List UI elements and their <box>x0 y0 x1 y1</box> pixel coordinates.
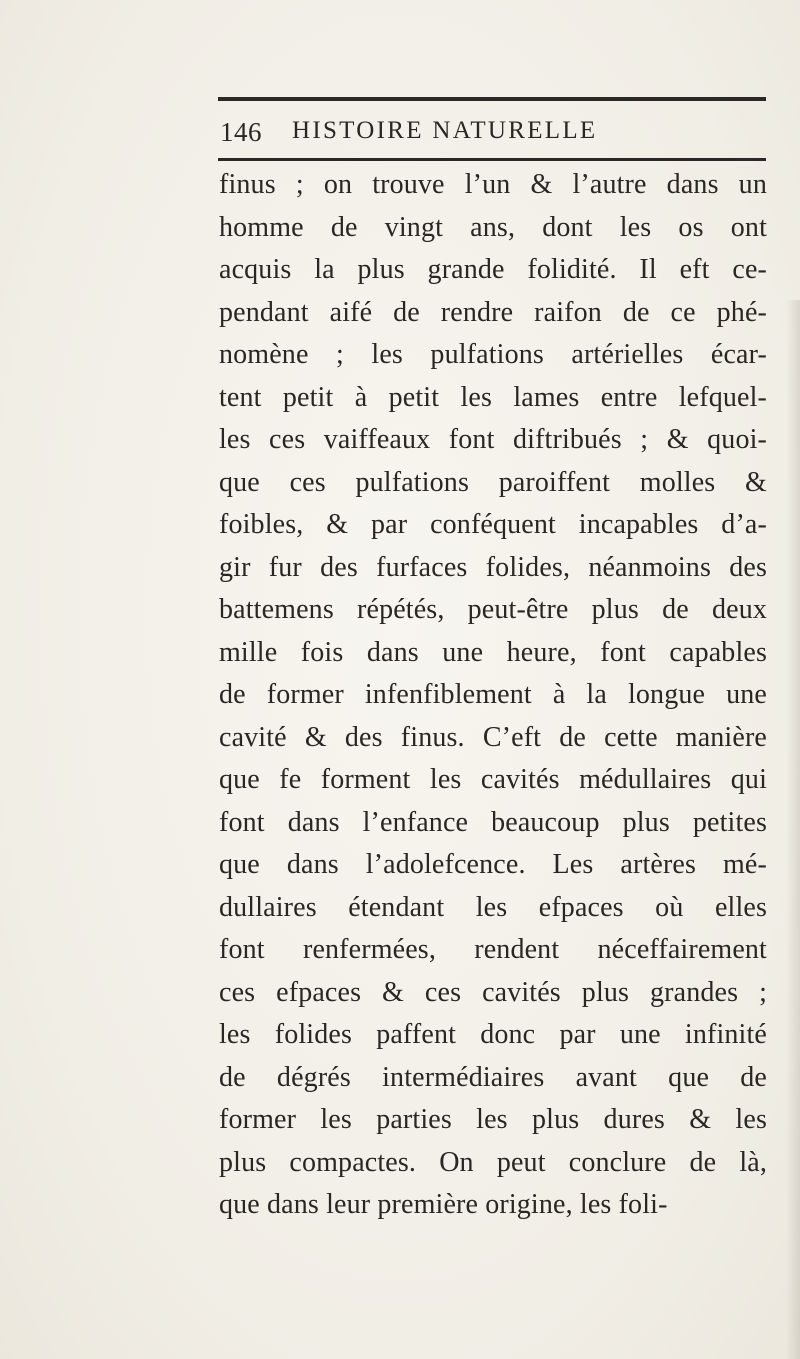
text-line: acquis la plus grande folidité. Il eft ce- <box>219 254 767 285</box>
body-text <box>219 164 767 1227</box>
text-line: que dans l’adolefcence. Les artères mé- <box>219 849 767 880</box>
text-line: pendant aifé de rendre raifon de ce phé- <box>219 296 767 328</box>
text-line: cavité & des finus. C’eft de cette manière <box>219 721 767 753</box>
page-edge-shadow <box>786 300 800 1359</box>
page-number: 146 <box>220 117 262 147</box>
text-line: plus compactes. On peut conclure de là, <box>219 1146 767 1178</box>
text-line: les folides paffent donc par une infinité <box>219 1019 767 1050</box>
text-line: gir fur des furfaces folides, néanmoins des <box>219 551 767 583</box>
text-line: former les parties les plus dures & les <box>219 1104 767 1135</box>
header-rule-bottom <box>218 158 766 161</box>
running-head: HISTOIRE NATURELLE <box>292 117 598 144</box>
text-line: font renfermées, rendent néceffairement <box>219 934 767 965</box>
text-line: ces efpaces & ces cavités plus grandes ; <box>219 976 767 1008</box>
text-line: les ces vaiffeaux font diftribués ; & quoi- <box>219 424 767 455</box>
text-line: battemens répétés, peut-être plus de deux <box>219 594 767 625</box>
text-line: dullaires étendant les efpaces où elles <box>219 891 767 923</box>
text-line: homme de vingt ans, dont les os ont <box>219 211 767 243</box>
text-line: foibles, & par conféquent incapables d’a- <box>219 509 767 540</box>
page-header <box>220 117 766 157</box>
text-line: que dans leur première origine, les foli- <box>219 1189 668 1220</box>
text-line: font dans l’enfance beaucoup plus petites <box>219 806 767 838</box>
text-line: finus ; on trouve l’un & l’autre dans un <box>219 169 767 200</box>
text-line: de dégrés intermédiaires avant que de <box>219 1061 767 1093</box>
text-line: que fe forment les cavités médullaires qui <box>219 764 767 795</box>
text-line: de former infenfiblement à la longue une <box>219 679 767 710</box>
header-rule-top <box>218 97 766 101</box>
text-line: que ces pulfations paroiffent molles & <box>219 466 767 498</box>
text-line: tent petit à petit les lames entre lefquel- <box>219 381 767 413</box>
text-line: mille fois dans une heure, font capables <box>219 636 767 668</box>
text-line: nomène ; les pulfations artérielles écar- <box>219 339 767 370</box>
